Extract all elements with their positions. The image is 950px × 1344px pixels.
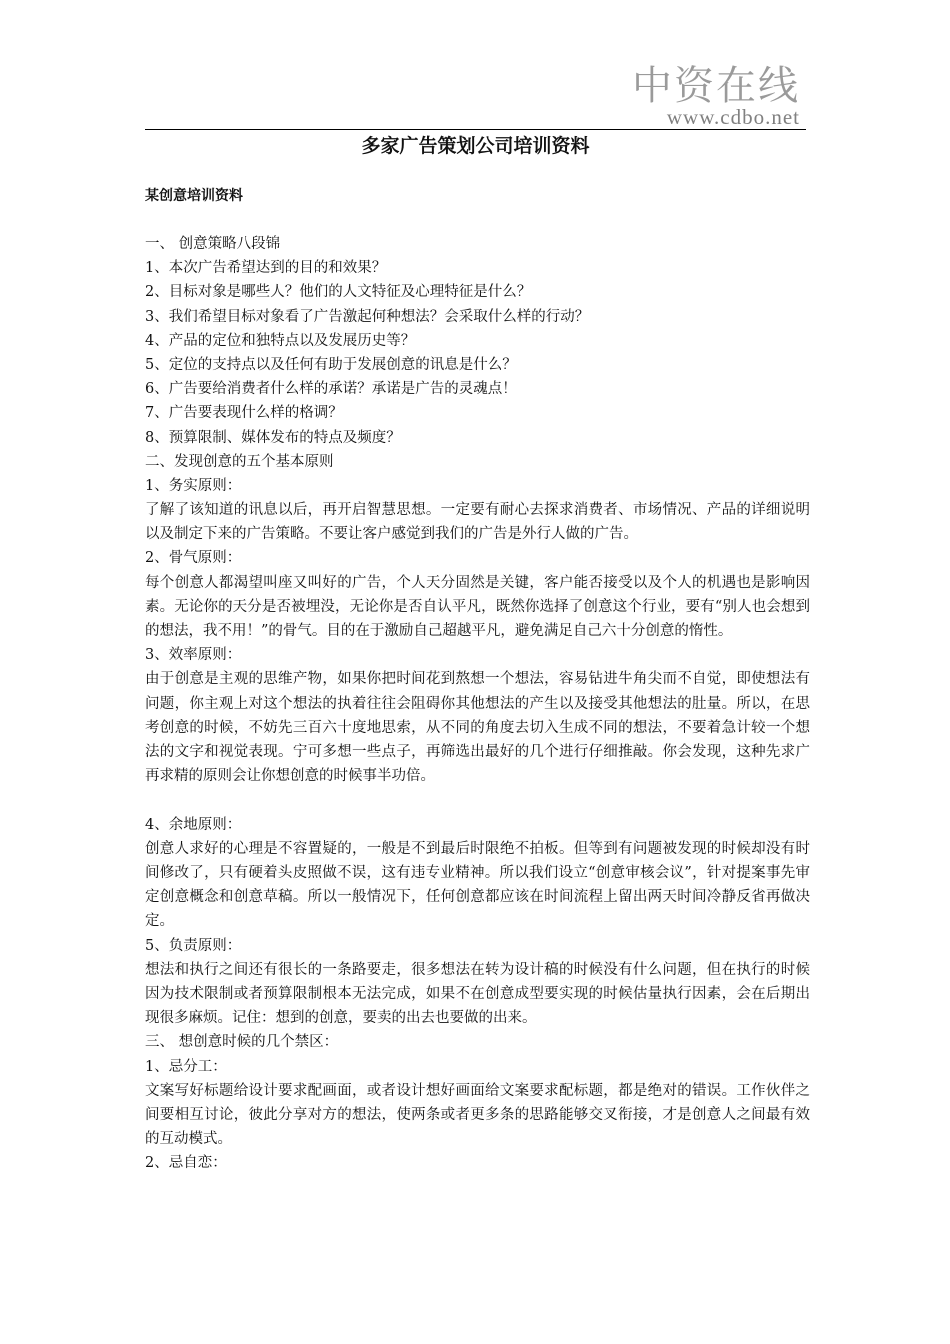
paragraph: 创意人求好的心理是不容置疑的，一般是不到最后时限绝不拍板。但等到有问题被发现的时候却没有时间修改了，只有硬着头皮照做不误，这有违专业精神。所以我们设立“创意审核会议”，针对提案事先审定创意概念和创意草稿。所以一般情况下，任何创意都应该在时间流程上留出两天时间冷静反省再做决定。 (145, 840, 810, 930)
list-item: 4、产品的定位和独特点以及发展历史等？ (145, 332, 416, 349)
taboo-heading: 2、忌自恋： (145, 1155, 227, 1172)
logo (600, 64, 800, 128)
list-item: 6、广告要给消费者什么样的承诺？承诺是广告的灵魂点！ (145, 381, 517, 398)
logo-url-text: www.cdbo.net (666, 105, 800, 129)
list-item: 5、定位的支持点以及任何有助于发展创意的讯息是什么？ (145, 356, 517, 373)
blank-line (145, 788, 810, 812)
list-item: 7、广告要表现什么样的格调？ (145, 405, 343, 422)
paragraph: 了解了该知道的讯息以后，再开启智慧思想。一定要有耐心去探求消费者、市场情况、产品的详细说明以及制定下来的广告策略。不要让客户感觉到我们的广告是外行人做的广告。 (145, 502, 810, 543)
list-item: 8、预算限制、媒体发布的特点及频度？ (145, 429, 401, 446)
list-item: 3、我们希望目标对象看了广告激起何种想法？会采取什么样的行动？ (145, 308, 590, 325)
section-heading: 二、发现创意的五个基本原则 (145, 453, 334, 470)
paragraph: 文案写好标题给设计要求配画面，或者设计想好画面给文案要求配标题，都是绝对的错误。工作伙伴之间要相互讨论，彼此分享对方的想法，使两条或者更多条的思路能够交叉衔接，才是创意人之间最有效的互动模式。 (145, 1082, 810, 1148)
document-title: 多家广告策划公司培训资料 (361, 135, 590, 157)
section-heading: 三、 想创意时候的几个禁区： (145, 1034, 339, 1051)
header-rule (145, 129, 806, 130)
principle-heading: 5、负责原则： (145, 937, 242, 954)
list-item: 1、本次广告希望达到的目的和效果？ (145, 260, 387, 277)
document-subtitle: 某创意培训资料 (145, 188, 243, 204)
paragraph: 想法和执行之间还有很长的一条路要走，很多想法在转为设计稿的时候没有什么问题，但在执行的时候因为技术限制或者预算限制根本无法完成，如果不在创意成型要实现的时候估量执行因素，会在后期出现很多麻烦。记住：想到的创意，要卖的出去也要做的出来。 (145, 961, 810, 1027)
taboo-heading: 1、忌分工： (145, 1058, 227, 1075)
section-heading: 一、 创意策略八段锦 (145, 236, 281, 252)
principle-heading: 3、效率原则： (145, 647, 242, 664)
list-item: 2、目标对象是哪些人？他们的人文特征及心理特征是什么？ (145, 284, 532, 301)
principle-heading: 4、余地原则： (145, 816, 242, 833)
document-body (145, 232, 810, 1176)
logo-chinese-text: 中资在线 (632, 63, 800, 109)
principle-heading: 2、骨气原则： (145, 550, 242, 567)
paragraph: 由于创意是主观的思维产物，如果你把时间花到熬想一个想法，容易钻进牛角尖而不自觉，即使想法有问题，你主观上对这个想法的执着往往会阻碍你其他想法的产生以及接受其他想法的肚量。所以，在思考创意的时候，不妨先三百六十度地思索，从不同的角度去切入生成不同的想法，不要着急计较一个想法的文字和视觉表现。宁可多想一些点子，再筛选出最好的几个进行仔细推敲。你会发现，这种先求广再求精的原则会让你想创意的时候事半功倍。 (145, 671, 810, 785)
principle-heading: 1、务实原则： (145, 477, 242, 494)
paragraph: 每个创意人都渴望叫座又叫好的广告，个人天分固然是关键，客户能否接受以及个人的机遇也是影响因素。无论你的天分是否被埋没，无论你是否自认平凡，既然你选择了创意这个行业，要有“别人也会想到的想法，我不用！”的骨气。目的在于激励自己超越平凡，避免满足自己六十分创意的惰性。 (145, 574, 810, 640)
